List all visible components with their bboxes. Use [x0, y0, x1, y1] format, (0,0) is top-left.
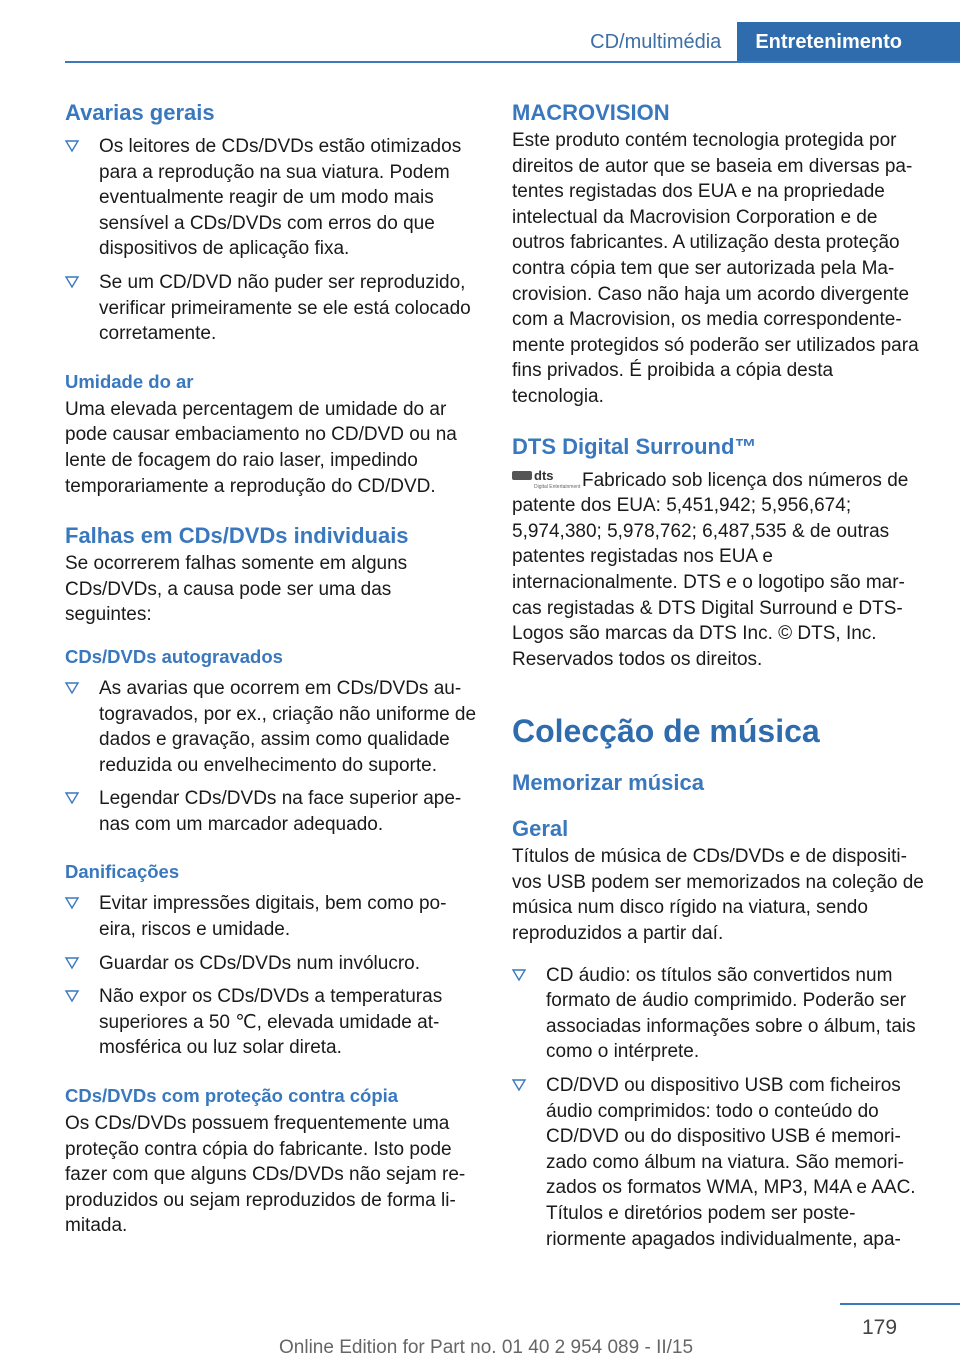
autogravados-list — [65, 676, 477, 838]
list-item-text: Os leitores de CDs/DVDs estão otimizados para a reprodução na sua viatura. Podem eventualmente reagir de um modo mais sensível a CDs/DVDs com erros do que dispositivos de aplicação fixa. — [99, 136, 462, 260]
bullet-triangle-icon — [65, 787, 79, 804]
svg-text:Digital Entertainment: Digital Entertainment — [534, 483, 581, 490]
section-title-memorizar: Memorizar música — [512, 770, 704, 796]
edition-footer: Online Edition for Part no. 01 40 2 954 089 - II/15 — [279, 1337, 694, 1358]
chapter-title-coleccao: Colecção de música — [512, 713, 820, 750]
list-item-text: Não expor os CDs/DVDs a temperaturas superiores a 50 ℃, elevada umidade atmosférica ou luz solar direta. — [99, 986, 443, 1059]
avarias-list — [65, 134, 477, 347]
right-column — [512, 98, 928, 1252]
falhas-paragraph: Se ocorrerem falhas somente em alguns CDs/DVDs, a causa pode ser uma das seguintes: — [65, 553, 408, 626]
subsection-title-autogravados: CDs/DVDs autogravados — [65, 645, 283, 667]
section-title-geral: Geral — [512, 816, 569, 842]
section-title-macrovision: MACROVISION — [512, 100, 670, 125]
umidade-paragraph: Uma elevada percentagem de umidade do ar pode causar embaciamento no CD/DVD ou na lente de focagem do raio laser, impedindo temporariamente a reprodução do CD/DVD. — [65, 398, 457, 497]
bullet-triangle-icon — [65, 677, 79, 694]
protecao-paragraph: Os CDs/DVDs possuem frequentemente uma proteção contra cópia do fabricante. Isto pode fazer com que alguns CDs/DVDs não sejam reproduzidos ou sejam reproduzidos de forma limitada. — [65, 1113, 466, 1237]
bullet-triangle-icon — [65, 985, 79, 1002]
bullet-triangle-icon — [65, 271, 79, 288]
list-item — [65, 134, 477, 262]
geral-paragraph: Títulos de música de CDs/DVDs e de dispositivos USB podem ser memorizados na coleção de música num disco rígido na viatura, sendo reproduzidos a partir daí. — [512, 846, 924, 945]
danificacoes-list — [65, 891, 477, 1061]
list-item-text: Evitar impressões digitais, bem como poeira, riscos e umidade. — [99, 893, 447, 941]
list-item — [65, 270, 477, 347]
bullet-triangle-icon — [512, 964, 526, 981]
list-item — [512, 963, 928, 1065]
bullet-triangle-icon — [65, 952, 79, 969]
bullet-triangle-icon — [65, 135, 79, 152]
section-title-avarias: Avarias gerais — [65, 100, 215, 125]
list-item-text: As avarias que ocorrem em CDs/DVDs autogravados, por ex., criação não uniforme de dados e gravação, assim como qualidade reduzida ou envelhecimento do suporte. — [99, 677, 477, 776]
tab-cd-multimedia: CD/multimédia — [590, 31, 722, 53]
dts-text: Fabricado sob licença dos números de patente dos EUA: 5,451,942; 5,956,674; 5,974,380; 5,978,762; 6,487,535 & de outras patentes registadas nos EUA e internacionalmente. DTS e o logotipo são marcas registadas & DTS Digital Surround e DTS-Logos são marcas da DTS Inc. © DTS, Inc. Reservados todos os direitos. — [512, 469, 909, 670]
macrovision-paragraph: Este produto contém tecnologia protegida por direitos de autor que se baseia em diversas patentes registadas dos EUA e na propriedade intelectual da Macrovision Corporation e de outros fabricantes. A utilização desta proteção contra cópia tem que ser autorizada pela Macrovision. Caso não haja um acordo divergente com a Macrovision, os media correspondentemente protegidos só poderão ser utilizados para fins privados. É proibida a cópia desta tecnologia. — [512, 130, 919, 407]
section-title-falhas: Falhas em CDs/DVDs individuais — [65, 523, 409, 549]
list-item-text: Legendar CDs/DVDs na face superior apenas com um marcador adequado. — [99, 788, 462, 835]
subsection-title-umidade: Umidade do ar — [65, 370, 194, 392]
geral-list — [512, 963, 928, 1253]
header-rule — [65, 61, 960, 63]
page-number: 179 — [862, 1316, 898, 1339]
bullet-triangle-icon — [512, 1074, 526, 1091]
footer-rule — [840, 1303, 960, 1305]
list-item — [512, 1073, 928, 1252]
bullet-triangle-icon — [65, 892, 79, 909]
subsection-title-protecao: CDs/DVDs com proteção contra cópia — [65, 1085, 399, 1107]
list-item — [65, 676, 477, 778]
list-item — [65, 786, 477, 837]
header-tabs — [570, 22, 960, 62]
list-item-text: CD/DVD ou dispositivo USB com ficheiros áudio comprimidos: todo o conteúdo do CD/DVD ou do dispositivo USB é memorizado como álbum na viatura. São memorizados os formatos WMA, MP3, M4A e AAC. Títulos e diretórios podem ser posteriormente apagados individualmente, apa- — [546, 1075, 916, 1250]
list-item-text: CD áudio: os títulos são convertidos num formato de áudio comprimido. Poderão ser associadas informações sobre o álbum, tais como o intérprete. — [546, 964, 916, 1063]
dts-paragraph — [512, 468, 928, 673]
list-item — [65, 951, 477, 977]
left-column — [65, 98, 477, 1239]
list-item-text: Guardar os CDs/DVDs num invólucro. — [99, 952, 420, 974]
dts-logo-icon — [512, 467, 581, 490]
tab-entretenimento: Entretenimento — [737, 22, 960, 62]
list-item — [65, 984, 477, 1061]
svg-text:dts: dts — [534, 467, 554, 483]
section-title-dts: DTS Digital Surround™ — [512, 433, 757, 459]
list-item — [65, 891, 477, 942]
list-item-text: Se um CD/DVD não puder ser reproduzido, verificar primeiramente se ele está colocado corretamente. — [99, 271, 471, 345]
subsection-title-danificacoes: Danificações — [65, 861, 180, 883]
